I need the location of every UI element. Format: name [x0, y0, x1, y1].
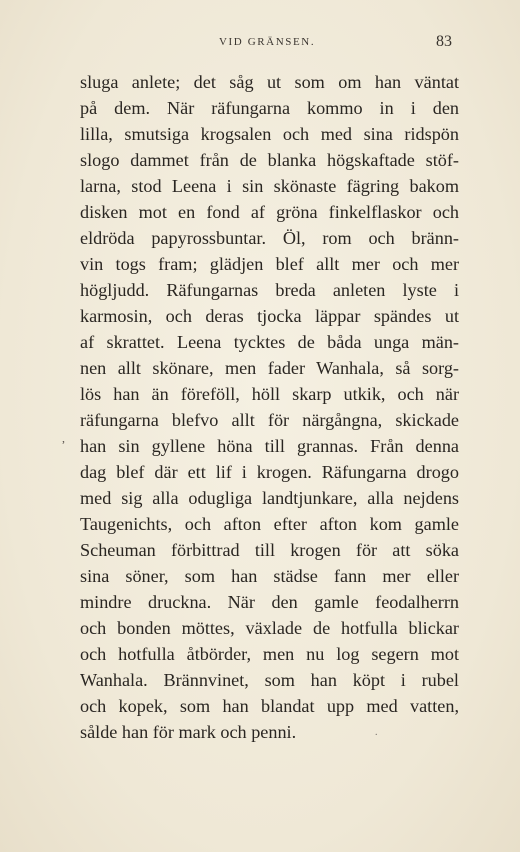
text-line: och hotfulla åtbörder, men nu log segern mot	[80, 644, 459, 664]
text-line: sluga anlete; det såg ut som om han väntat	[80, 72, 459, 92]
text-line: larna, stod Leena i sin skönaste fägring bakom	[80, 176, 459, 196]
text-line: med sig alla odugliga landtjunkare, alla nejdens	[80, 488, 459, 508]
text-line-last: sålde han för mark och penni.	[80, 722, 297, 742]
running-head	[0, 33, 520, 52]
text-line: och kopek, som han blandat upp med vatten,	[80, 696, 459, 716]
page-number: 83	[436, 33, 452, 50]
text-line: räfungarna blefvo allt för närgångna, skickade	[80, 410, 459, 430]
text-line: Taugenichts, och afton efter afton kom gamle	[80, 514, 459, 534]
running-title: VID GRÄNSEN.	[219, 36, 316, 48]
text-line: på dem. När räfungarna kommo in i den	[80, 98, 459, 118]
text-line: Scheuman förbittrad till krogen för att söka	[80, 540, 459, 560]
text-line: karmosin, och deras tjocka läppar spändes ut	[80, 306, 459, 326]
text-line: lilla, smutsiga krogsalen och med sina ridspön	[80, 124, 459, 144]
text-line: Wanhala. Brännvinet, som han köpt i rubel	[80, 670, 459, 690]
text-line: nen allt skönare, men fader Wanhala, så sorg-	[80, 358, 459, 378]
text-line: slogo dammet från de blanka högskaftade stöf-	[80, 150, 459, 170]
text-line: högljudd. Räfungarnas breda anleten lyste i	[80, 280, 459, 300]
text-line: eldröda papyrossbuntar. Öl, rom och bränn-	[80, 228, 459, 248]
text-line: mindre druckna. När den gamle feodalherrn	[80, 592, 459, 612]
text-line: lös han än föreföll, höll skarp utkik, och när	[80, 384, 459, 404]
text-line: dag blef där ett lif i krogen. Räfungarna drogo	[80, 462, 459, 482]
text-line: disken mot en fond af gröna finkelflaskor och	[80, 202, 459, 222]
text-line: sina söner, som han städse fann mer eller	[80, 566, 459, 586]
text-line: han sin gyllene höna till grannas. Från denna	[80, 436, 459, 456]
text-line: af skrattet. Leena tycktes de båda unga män-	[80, 332, 459, 352]
text-line: vin togs fram; glädjen blef allt mer och mer	[80, 254, 459, 274]
margin-mark: ,	[62, 431, 65, 445]
speck-mark: .	[375, 727, 378, 738]
text-line: och bonden möttes, växlade de hotfulla blickar	[80, 618, 459, 638]
body-text	[80, 69, 459, 745]
